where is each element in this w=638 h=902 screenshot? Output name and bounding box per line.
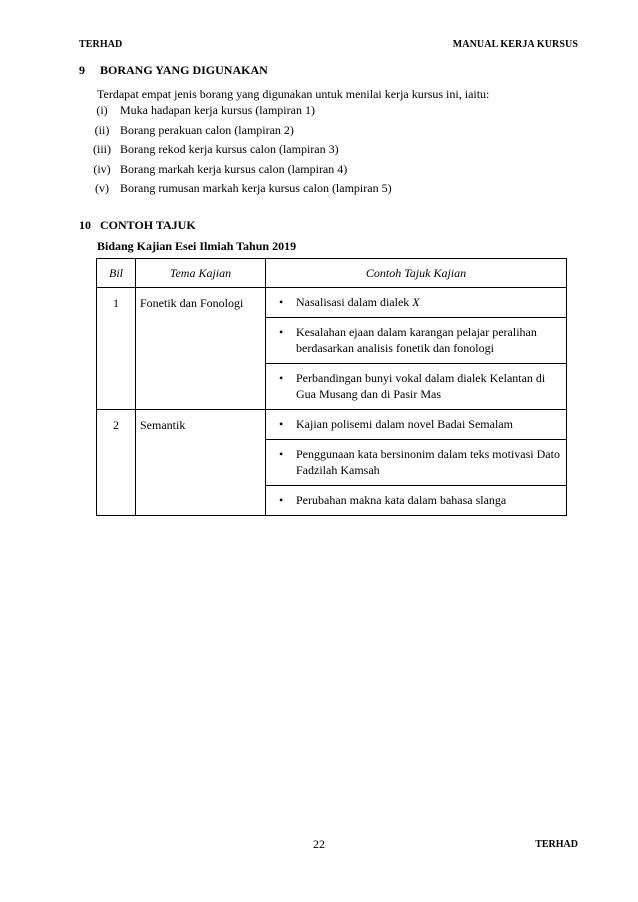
example-text: Kesalahan ejaan dalam karangan pelajar peralihan berdasarkan analisis fonetik dan fonologi <box>296 325 537 355</box>
list-item-numeral: (iv) <box>93 161 111 176</box>
bullet-icon: • <box>279 447 284 461</box>
section-9-intro: Terdapat empat jenis borang yang digunakan untuk menilai kerja kursus ini, iaitu: <box>97 87 490 101</box>
page-number: 22 <box>313 837 325 851</box>
section-10-number: 10 <box>79 218 91 232</box>
section-9-heading <box>79 63 268 78</box>
example-title <box>266 318 566 364</box>
col-header-bil: Bil <box>97 259 136 288</box>
example-text: Perubahan makna kata dalam bahasa slanga <box>296 493 507 507</box>
example-title <box>266 410 566 440</box>
section-10-title: CONTOH TAJUK <box>100 218 196 232</box>
example-text: Kajian polisemi dalam novel Badai Semalam <box>296 417 513 431</box>
section-9-title: BORANG YANG DIGUNAKAN <box>100 63 268 77</box>
list-item-numeral: (ii) <box>94 122 110 137</box>
form-list-item <box>84 160 392 180</box>
example-text: Nasalisasi dalam dialek <box>296 295 413 309</box>
example-title <box>266 486 566 515</box>
example-title <box>266 288 566 318</box>
footer-classification: TERHAD <box>535 839 578 850</box>
list-item-text: Borang markah kerja kursus calon (lampiran 4) <box>120 161 348 176</box>
row-examples <box>266 410 567 516</box>
form-list-item <box>84 179 392 199</box>
table-row <box>97 288 567 410</box>
form-list-item <box>84 101 392 121</box>
form-list-item <box>84 140 392 160</box>
example-title <box>266 364 566 409</box>
bullet-icon: • <box>279 417 284 431</box>
list-item-text: Borang rumusan markah kerja kursus calon (lampiran 5) <box>120 181 392 195</box>
list-item-text: Borang perakuan calon (lampiran 2) <box>120 122 294 137</box>
bullet-icon: • <box>279 295 284 309</box>
example-text: Perbandingan bunyi vokal dalam dialek Kelantan di Gua Musang dan di Pasir Mas <box>296 371 546 401</box>
row-examples <box>266 288 567 410</box>
example-text: Penggunaan kata bersinonim dalam teks motivasi Dato Fadzilah Kamsah <box>296 447 560 477</box>
list-item-text: Borang rekod kerja kursus calon (lampiran 3) <box>120 142 339 156</box>
col-header-contoh: Contoh Tajuk Kajian <box>266 259 567 288</box>
list-item-numeral: (v) <box>95 181 109 195</box>
example-title <box>266 440 566 486</box>
form-list <box>84 101 392 199</box>
table-caption: Bidang Kajian Esei Ilmiah Tahun 2019 <box>97 239 297 253</box>
row-theme: Fonetik dan Fonologi <box>136 288 266 410</box>
bullet-icon: • <box>279 325 284 339</box>
list-item-numeral: (iii) <box>93 142 111 156</box>
topic-table <box>96 258 567 516</box>
bullet-icon: • <box>279 371 284 385</box>
table-row <box>97 410 567 516</box>
row-theme: Semantik <box>136 410 266 516</box>
section-10-heading <box>79 218 196 233</box>
list-item-text: Muka hadapan kerja kursus (lampiran 1) <box>120 103 315 117</box>
col-header-tema: Tema Kajian <box>136 259 266 288</box>
example-italic-variable: X <box>412 295 420 309</box>
header-classification: TERHAD <box>79 39 123 50</box>
bullet-icon: • <box>279 493 284 507</box>
row-number: 1 <box>97 288 136 410</box>
row-number: 2 <box>97 410 136 516</box>
form-list-item <box>84 121 392 141</box>
header-title: MANUAL KERJA KURSUS <box>452 39 578 50</box>
table-header-row <box>97 259 567 288</box>
section-9-number: 9 <box>79 63 85 77</box>
list-item-numeral: (i) <box>96 103 108 117</box>
